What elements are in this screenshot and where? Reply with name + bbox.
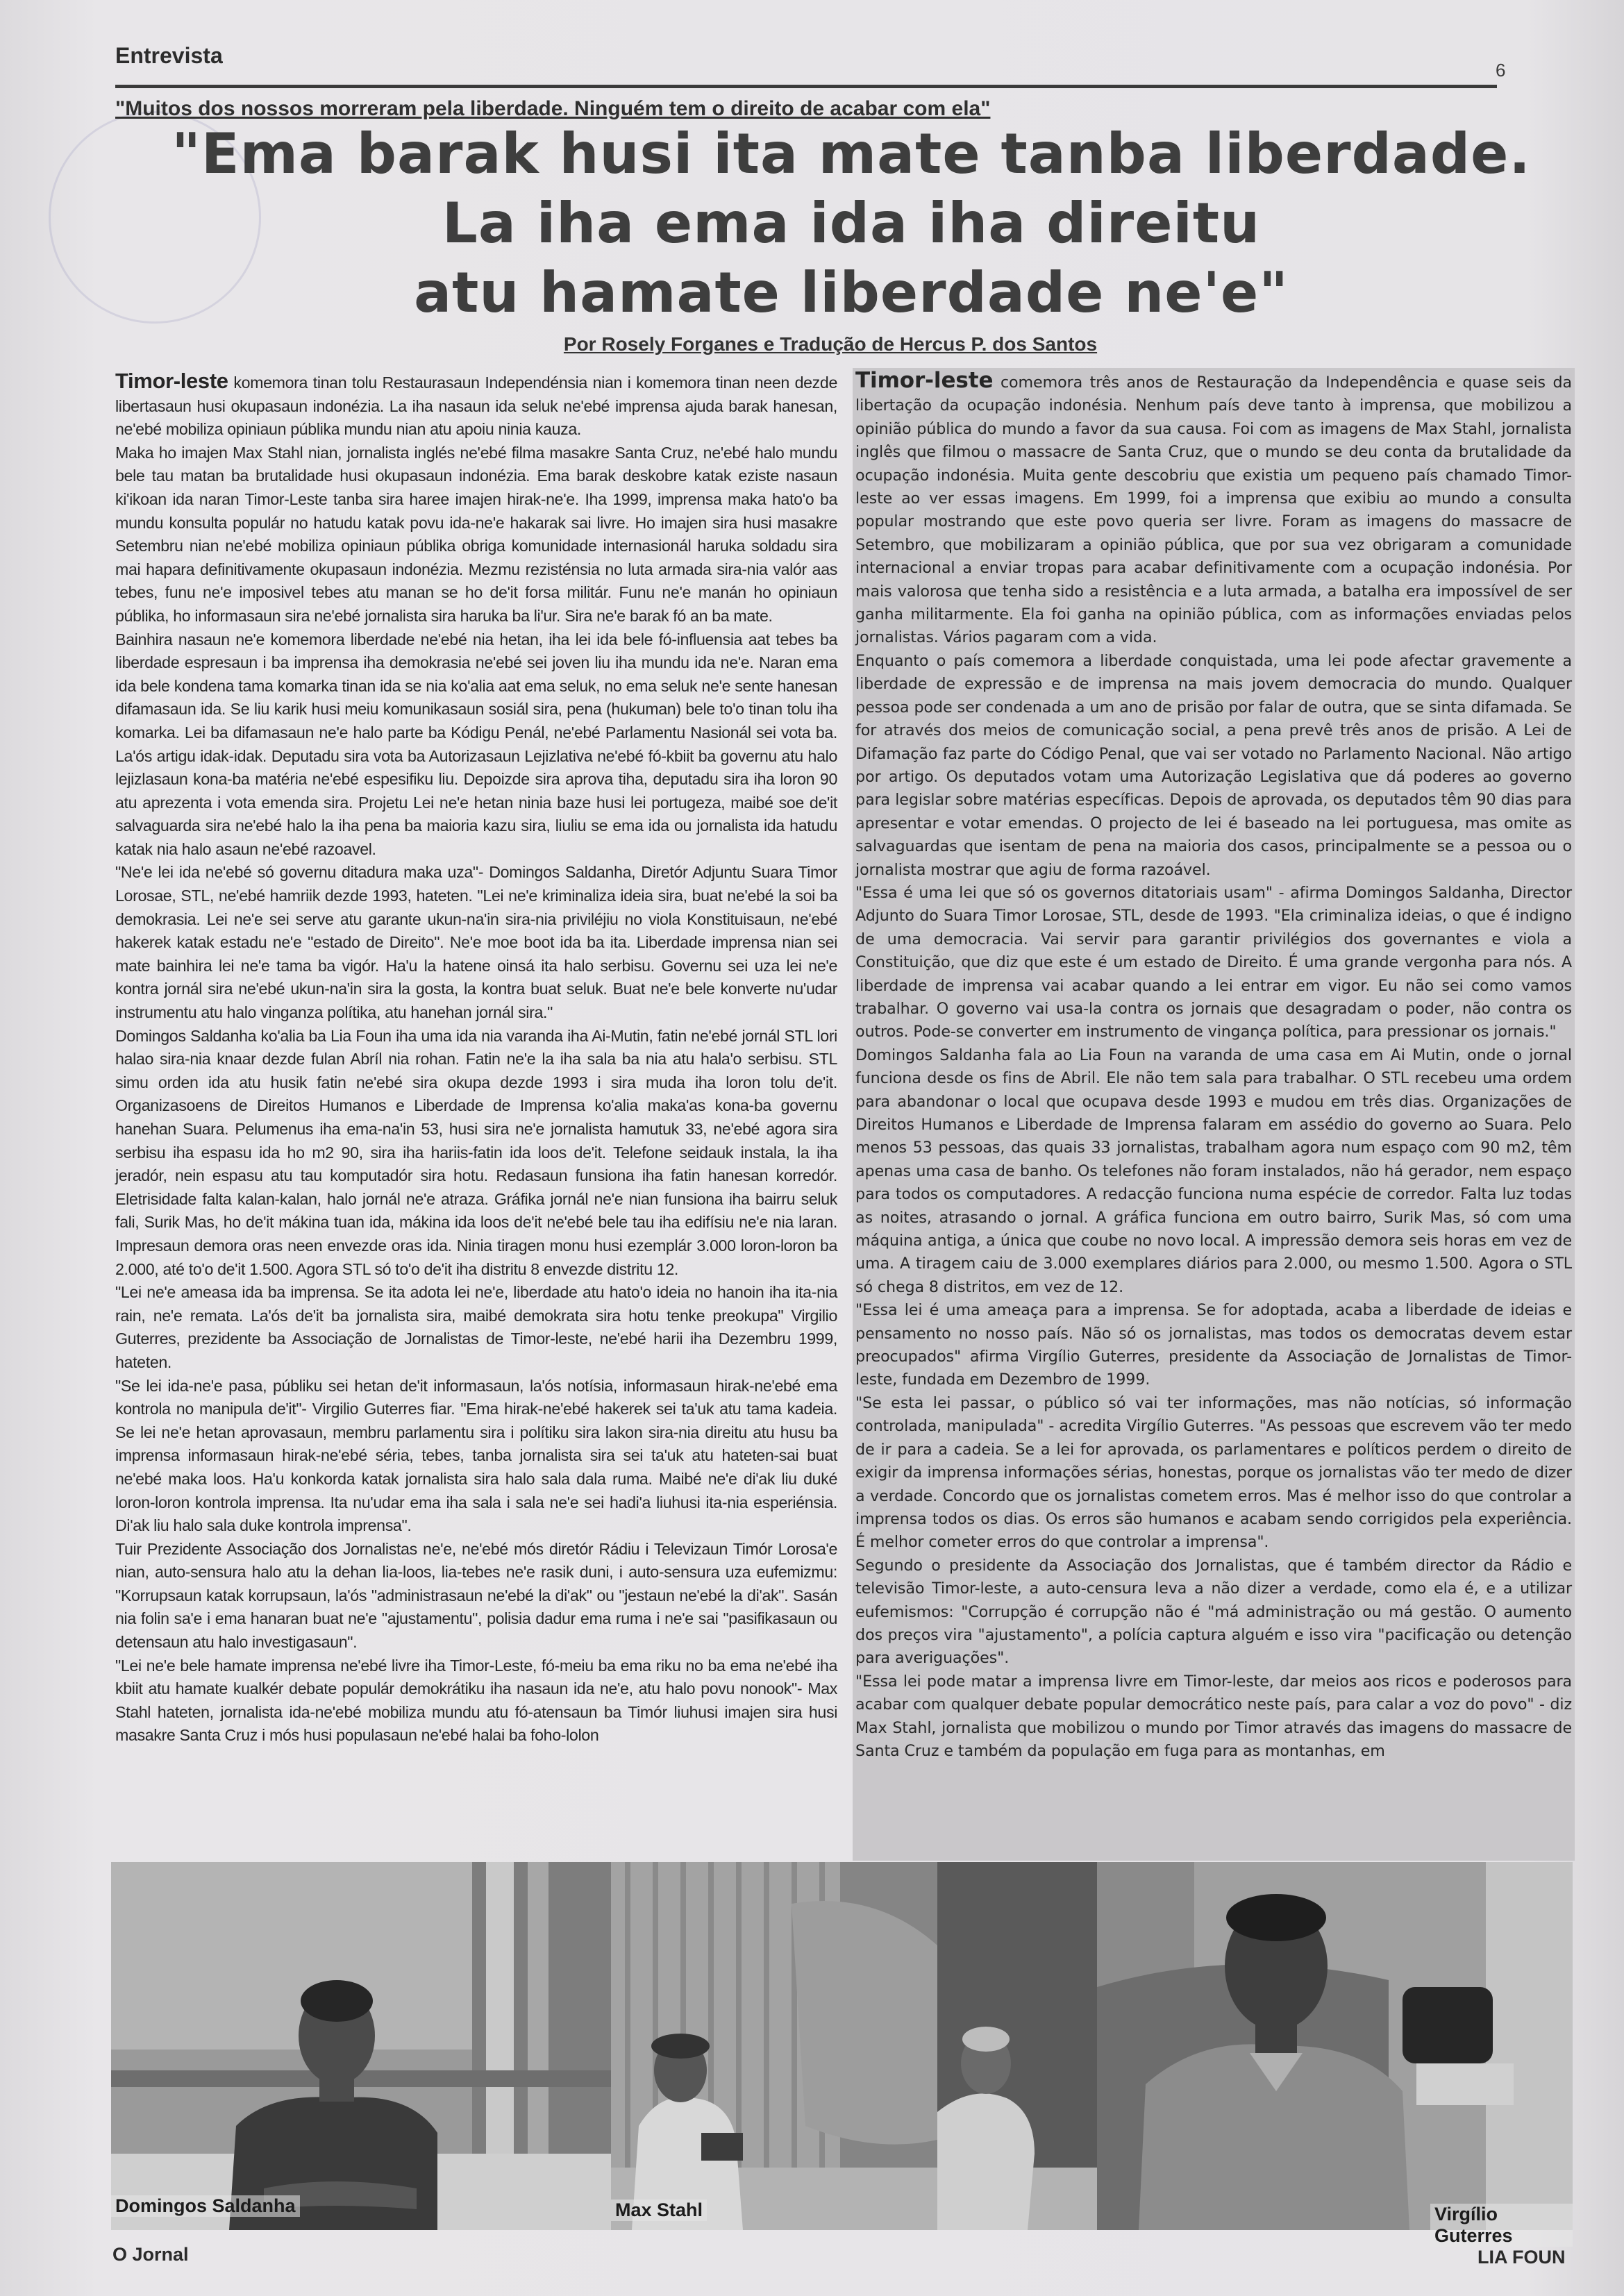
headline-line: "Ema barak husi ita mate tanba liberdade. <box>171 121 1531 186</box>
paragraph: Tuir Prezidente Associação dos Jornalistas ne'e, ne'ebé mós diretór Rádiu i Televizaun Timór Lorosa'e nian, auto-sensura halo atu la dehan lia-loos, lia-tebes ne'e rasik duni, i auto-sensura uza eufemizmu: "Korrupsaun katak korrupsaun, la'ós "administrasaun ne'ebé la di'ak" ou "jestaun ne'ebé la di'ak". Sasán nia folin sa'e i ema hanaran buat ne'e "ajustamentu", polisia dadur ema ruma i ne'e sai "pasifikasaun ou detensaun atu halo investigasaun". <box>115 1539 837 1652</box>
photo-strip <box>111 1862 1573 2246</box>
paragraph: "Se lei ida-ne'e pasa, públiku sei hetan de'it informasaun, la'ós notísia, informasaun hirak-ne'ebé ema kontrola no manipula de'it"- Virgilio Guterres fiar. "Ema hirak-ne'ebé hakerek sei ta'uk atu tama kadeia. Se lei ne'e hetan aprovasaun, membru parlamentu sira i polítiku sira lakon sira-nia direitu atu husu ba imprensa informasaun hirak-ne'ebé séria, tebes, tanba jornalista sira sei ta'uk atu hateten-sai buat ne'ebé maka loos. Ha'u konkorda katak jornalista sira halo sala dala ruma. Maibé ne'e di'ak liu duké loron-loron kontrola imprensa. Ita nu'udar ema iha sala i sala ne'e sei hadi'a liuhusi ita-nia esperiénsia. Di'ak liu halo sala duke kontrola imprensa". <box>115 1376 837 1535</box>
article-headline <box>115 119 1587 328</box>
paragraph <box>855 369 1572 650</box>
paragraph: Domingos Saldanha ko'alia ba Lia Foun iha uma ida nia varanda iha Ai-Mutin, fatin ne'ebé jornál STL lori halao sira-nia knaar dezde fulan Abríl nia rohan. Fatin ne'e la iha sala ba nia atu hala'o serbisu. STL simu orden ida atu husik fatin ne'ebé sira okupa dezde 1993 i sira muda iha loron tolu de'it. Organizasoens de Direitos Humanos e Liberdade de Imprensa ko'alia maka'as kona-ba governu hanehan Suara. Pelumenus iha ema-na'in 53, husi sira ne'e jornalista hamutuk 33, ne'ebé agora sira serbisu iha espasu ida ho m2 90, sira iha hariis-fatin ida loos de'it. Telefone seidauk instala, la iha jeradór, nein espasu atu tau komputadór sira hotu. Redasaun funsiona iha fatin hanesan korredór. Eletrisidade falta kalan-kalan, halo jornál ne'e atraza. Gráfika jornál ne'e nian funsiona iha bairru seluk fali, Surik Mas, ho de'it mákina tuan ida, mákina ida loos de'it ne'ebé bele tau iha edifísiu ne'e nia laran. Impresaun demora oras neen envezde oras ida. Ninia tiragen monu husi ezemplár 3.000 loron-loron ba 2.000, até to'o de'it 1.500. Agora STL só to'o de'it iha distritu 8 envezde distritu 12. <box>115 1026 837 1278</box>
photo-caption: Virgílio Guterres <box>1430 2204 1573 2247</box>
headline-line: atu hamate liberdade ne'e" <box>414 260 1289 325</box>
paragraph: "Essa lei é uma ameaça para a imprensa. Se for adoptada, acaba a liberdade de ideias e pensamento no nosso país. Não só os jornalistas, mas todos os democratas devem estar preocupados" afirma Virgílio Guterres, presidente da Associação de Jornalistas de Timor-leste, fundada em Dezembro de 1999. <box>855 1301 1572 1389</box>
photo-domingos-saldanha <box>111 1862 611 2230</box>
tetum-column <box>115 369 837 1854</box>
photo-max-stahl <box>611 1862 1097 2230</box>
photo-max-stahl-illustration <box>611 1862 1097 2230</box>
photo-domingos-illustration <box>111 1862 611 2230</box>
paragraph: "Essa é uma lei que só os governos ditatoriais usam" - afirma Domingos Saldanha, Director Adjunto do Suara Timor Lorosae, STL, desde de 1993. "Ela criminaliza ideias, o que é indigno de uma democracia. Vai servir para garantir privilégios dos governantes e viola a Constituição, que diz que este é um estado de Direito. É uma grande vergonha para nós. A liberdade de imprensa vai acabar quando a lei entrar em vigor. Eu não sei como vamos trabalhar. O governo vai usa-la contra os jornais que desagradam o poder, não contra os outros. Pode-se converter em instrumento de vingança política, para pressionar os jornais." <box>855 883 1572 1041</box>
section-label: Entrevista <box>115 43 223 68</box>
paragraph: "Lei ne'e bele hamate imprensa ne'ebé livre iha Timor-Leste, fó-meiu ba ema riku no ba ema ne'ebé iha kbiit atu hamate kualkér debate populár demokrátiku iha nasaun ida ne'e, atu halo povu nonook"- Max Stahl hateten, jornalista ida-ne'ebé mobiliza mundu atu fó-atensaun ba Timór liuhusi imajen sira husi masakre Santa Cruz i mós husi populasaun ne'ebé halai ba foho-lolon <box>115 1656 837 1745</box>
paragraph: Enquanto o país comemora a liberdade conquistada, uma lei pode afectar gravemente a liberdade de expressão e de imprensa na mais jovem democracia do mundo. Qualquer pessoa pode ser condenada a um ano de prisão por falar de outra, que se sinta difamada. Se for através dos meios de comunicação social, a pena prevê três anos de prisão. A Lei de Difamação faz parte do Código Penal, que vai ser votado no Parlamento Nacional. Não artigo por artigo. Os deputados votam uma Autorização Legislativa que dá poderes ao governo para legislar sobre matérias específicas. Depois de aprovada, os deputados têm 90 dias para apresentar e votar emendas. O projecto de lei é baseado na lei portuguesa, mas omite as salvaguardas que isentam de pena na maioria dos casos, principalmente se a pessoa ou o jornalista mostrar que agiu de forma razoável. <box>855 651 1572 879</box>
paragraph-text: comemora três anos de Restauração da Independência e quase seis da libertação da ocupação indonésia. Nenhum país deve tanto à imprensa, que mobilizou a opinião pública do mundo a favor da sua causa. Foi com as imagens de Max Stahl, jornalista inglês que filmou o massacre de Santa Cruz, que o mundo se deu conta da brutalidade da ocupação indonésia. Muita gente descobriu que existia um pequeno país chamado Timor-leste ao ver essas imagens. Em 1999, foi a imprensa que exibiu ao mundo a consulta popular mostrando que este povo queria ser livre. Foram as imagens do massacre de Setembro, que mobilizaram a opinião pública, que por sua vez obrigaram a comunidade internacional a enviar tropas para acabar definitivamente com a ocupação indonésia. Por mais valorosa que tenha sido a resistência e a luta armada, a batalha era impossível de ser ganha militarmente. Ela foi ganha na opinião pública, com as informações enviadas pelos jornalistas. Vários pagaram com a vida. <box>855 374 1572 647</box>
lead-word: Timor-leste <box>855 368 994 393</box>
photo-caption: Domingos Saldanha <box>111 2195 300 2217</box>
byline: Por Rosely Forganes e Tradução de Hercus P. dos Santos <box>563 333 1098 355</box>
footer-masthead: LIA FOUN <box>1477 2247 1566 2268</box>
paragraph: "Essa lei pode matar a imprensa livre em Timor-leste, dar meios aos ricos e poderosos para acabar com qualquer debate popular democrático neste país, para calar a voz do povo" - diz Max Stahl, jornalista que mobilizou o mundo por Timor através das imagens do massacre de Santa Cruz e também da população em fuga para as montanhas, em <box>855 1672 1572 1760</box>
paragraph-text: komemora tinan tolu Restaurasaun Independénsia nian i komemora tinan neen dezde libertasaun husi okupasaun indonézia. La iha nasaun ida seluk ne'ebé imprensa ajuda barak hanesan, ne'ebé mobiliza opiniaun públika mundu nian atu apoiu ninia kauza. <box>115 374 837 439</box>
photo-virgilio-illustration <box>1097 1862 1573 2230</box>
paragraph: "Ne'e lei ida ne'ebé só governu ditadura maka uza"- Domingos Saldanha, Diretór Adjuntu Suara Timor Lorosae, STL, ne'ebé hamriik dezde 1993, hateten. "Lei ne'e kriminaliza ideia sira, buat ne'ebé la soi ba demokrasia. Lei ne'e sei serve atu garante ukun-na'in sira-nia priviléjiu no viola Konstituisaun, ne'ebé hakerek katak estadu ne'e "estado de Direito". Ne'e moe boot ida ba ita. Liberdade imprensa nian sei mate bainhira lei ne'e tama ba vigór. Ha'u la hatene oinsá ita halo serbisu. Governu sei uza lei ne'e kontra jornál sira ne'ebé ukun-na'in sira la gosta, la kontra buat seluk. Buat ne'e bele konverte nu'udar instrumentu atu halo vinganza polítika, atu hanehan jornál sira." <box>115 863 837 1022</box>
article-kicker: "Muitos dos nossos morreram pela liberdade. Ninguém tem o direito de acabar com ela" <box>115 97 991 120</box>
paragraph: "Se esta lei passar, o público só vai ter informações, mas não notícias, só informação controlada, manipulada" - acredita Virgílio Guterres. "As pessoas que escrevem vão ter medo de ir para a cadeia. Se a lei for aprovada, os parlamentares e políticos perdem o direito de exigir da imprensa informações sérias, honestas, porque os jornalistas vão ter medo de dizer a verdade. Concordo que os jornalistas cometem erros. Mas é melhor isso do que controlar a imprensa todos os dias. Os erros são humanos e acabam sendo corrigidos pela experiência. É melhor cometer erros do que controlar a imprensa". <box>855 1393 1572 1552</box>
paragraph: Segundo o presidente da Associação dos Jornalistas, que é também director da Rádio e televisão Timor-leste, a auto-censura leva a não dizer a verdade, como ela é, e a utilizar eufemismos: "Corrupção é corrupção não é "má administração ou má gestão. O aumento dos preços vira "ajustamento", a polícia captura alguém e isso vira "pacificação ou detenção para averiguações". <box>855 1556 1572 1668</box>
paragraph: Domingos Saldanha fala ao Lia Foun na varanda de uma casa em Ai Mutin, onde o jornal funciona desde os fins de Abril. Ele não tem sala para trabalhar. O STL recebeu uma ordem para abandonar o local que ocupava desde 1993 e mudou em três dias. Organizações de Direitos Humanos e Liberdade de Imprensa falaram em assédio do governo ao Suara. Pelo menos 53 pessoas, das quais 33 jornalistas, trabalham agora num espaço com 90 m2, têm apenas uma casa de banho. Os telefones não foram instalados, não há gerador, nem espaço para todos os computadores. A redacção funciona numa espécie de corredor. Falta luz todas as noites, atrasando o jornal. A gráfica funciona em outro bairro, Surik Mas, só com uma máquina antiga, a única que coube no novo local. A impressão demora seis horas em vez de uma. A tiragem caiu de 3.000 exemplares diários para 2.000, ou mesmo 1.500. Agora o STL só chega 8 distritos, em vez de 12. <box>855 1046 1572 1296</box>
page-number: 6 <box>1496 60 1506 81</box>
paragraph: Bainhira nasaun ne'e komemora liberdade ne'ebé nia hetan, iha lei ida bele fó-influensia aat tebes ba liberdade espresaun i ba imprensa iha demokrasia ne'ebé sei joven liu iha mundu ida ne'e. Naran ema ida bele kondena tama komarka tinan ida se nia ko'alia aat ema seluk, no ema seluk ne'e sente hanesan difamasaun ida. Se liu karik husi meiu komunikasaun sosiál sira, pena (hukuman) bele to'o tinan tolu iha komarka. Lei ba difamasaun ne'e halo parte ba Kódigu Penál, ne'ebé Parlamentu Nasionál sei vota ba. La'ós artigu idak-idak. Deputadu sira vota ba Autorizasaun Lejizlativa ne'ebé fó-kbiit ba governu atu halo lejizlasaun kona-ba matéria ne'ebé espesifiku liu. Depoizde sira aprova tiha, deputadu sira iha loron 90 atu aprezenta i vota emenda sira. Projetu Lei ne'e hetan ninia baze husi lei portugeza, maibé soe de'it salvaguarda sira ne'ebé halo la iha pena ba maioria kazu sira, liuliu se ema ida ou jornalista ida hatudu katak nia halo asaun ne'ebé razoavel. <box>115 630 837 858</box>
paragraph: Maka ho imajen Max Stahl nian, jornalista inglés ne'ebé filma masakre Santa Cruz, ne'ebé halo mundu bele tau matan ba brutalidade husi okupasaun indonézia. Ema barak deskobre katak eziste nasaun ki'ikoan ida naran Timor-Leste tanba sira haree imajen hirak-ne'e. Iha 1999, imprensa maka hato'o ba mundu konsulta populár no hatudu katak povu ida-ne'e hakarak sai livre. Ho imajen sira husi masakre Setembru nian ne'ebé mobiliza opiniaun públika obriga komunidade internasionál haruka soldadu sira mai hapara definitivamente okupasaun indonézia. Mezmu rezisténsia no luta armada sira-nia valór aas tebes, funu ne'e imposivel tebes atu manan se ho de'it forsa militár. Funu ne'e manán ho opiniaun públika, ho informasaun sira ne'ebé jornalista sira haruka ba li'ur. Sira ne'e barak fó an ba mate. <box>115 443 837 625</box>
footer-publication: O Jornal <box>112 2244 189 2265</box>
portuguese-column <box>855 369 1572 1854</box>
photo-caption: Max Stahl <box>611 2199 707 2221</box>
header-rule <box>115 85 1497 88</box>
photo-virgilio-guterres <box>1097 1862 1573 2246</box>
headline-line: La iha ema ida iha direitu <box>442 191 1261 255</box>
lead-word: Timor-leste <box>115 369 228 393</box>
paragraph <box>115 369 837 442</box>
paragraph: "Lei ne'e ameasa ida ba imprensa. Se ita adota lei ne'e, liberdade atu hato'o ideia no hanoin iha ita-nia rain, ne'e remata. La'ós de'it ba jornalista sira, maibé demokrata sira hotu tenke preokupa" Virgilio Guterres, prezidente ba Associação de Jornalistas de Timor-leste, ne'ebé harii iha Dezembru 1999, hateten. <box>115 1283 837 1371</box>
